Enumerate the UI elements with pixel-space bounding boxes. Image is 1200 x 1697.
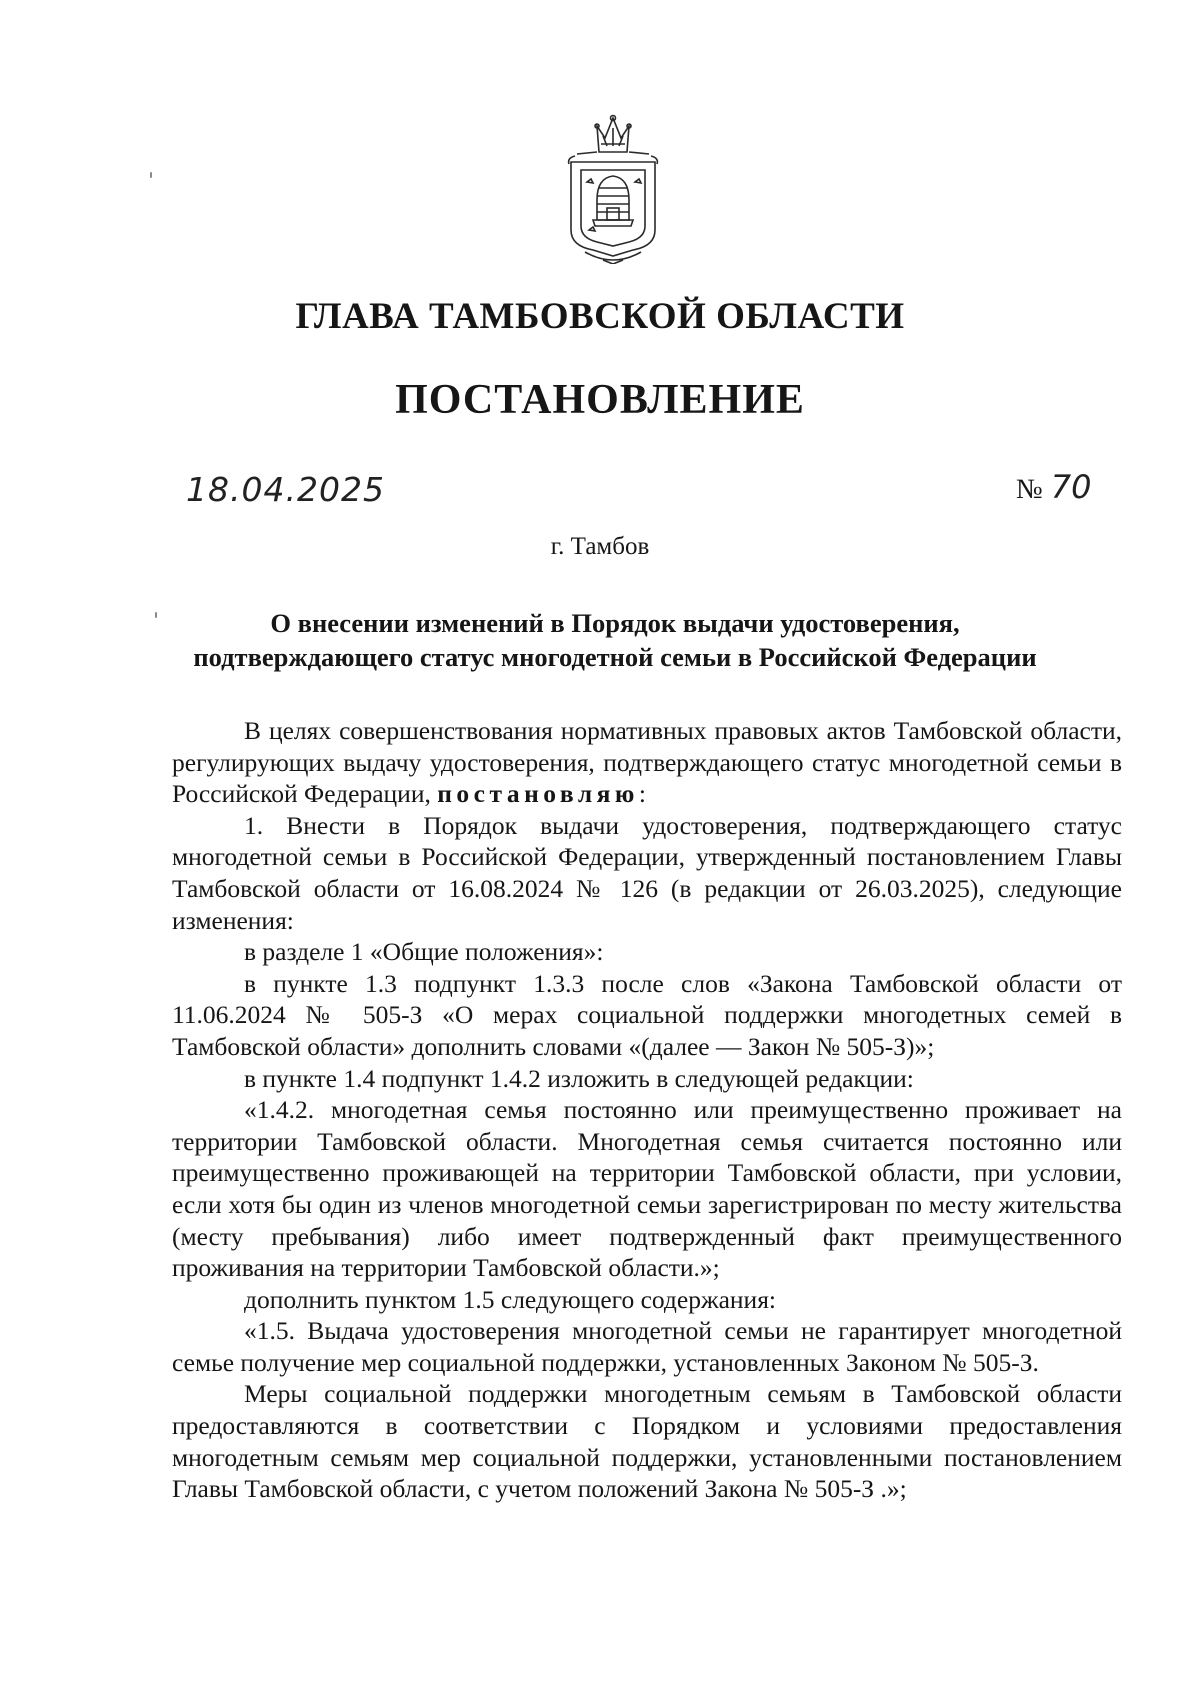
intro-text: В целях совершенствования нормативных правовых актов Тамбовской области, регулирующих выдачу удостоверения, подтверждающего статус многодетной семьи в Российской Федерации, bbox=[172, 716, 1122, 809]
document-subject bbox=[150, 606, 1080, 674]
handwritten-date: 18.04.2025 bbox=[186, 470, 385, 509]
paragraph-2: в разделе 1 «Общие положения»: bbox=[244, 937, 604, 967]
intro-end: : bbox=[638, 779, 647, 809]
paragraph-4: в пункте 1.4 подпункт 1.4.2 изложить в следующей редакции: bbox=[244, 1063, 914, 1093]
document-number bbox=[1016, 468, 1091, 506]
handwritten-number: 70 bbox=[1050, 468, 1092, 506]
paragraph-5: «1.4.2. многодетная семья постоянно или преимущественно проживает на территории Тамбовской области. Многодетная семья считается постоянно или преимущественно проживающей на территории Тамбовской области, при условии, если хотя бы один из членов многодетной семьи зарегистрирован по месту жительства (месту пребывания) либо имеет подтвержденный факт преимущественного проживания на территории Тамбовской области.»; bbox=[172, 1095, 1122, 1283]
paragraph-6: дополнить пунктом 1.5 следующего содержания: bbox=[244, 1284, 777, 1314]
number-label: № bbox=[1016, 474, 1043, 505]
paragraph-3: в пункте 1.3 подпункт 1.3.3 после слов «Закона Тамбовской области от 11.06.2024 № 505-З «О мерах социальной поддержки многодетных семей в Тамбовской области» дополнить словами «(далее — Закон № 505-З)»; bbox=[172, 968, 1122, 1061]
document-body bbox=[172, 715, 1122, 1505]
decree-word: постановляю bbox=[437, 779, 639, 809]
paragraph-1: 1. Внести в Порядок выдачи удостоверения, подтверждающего статус многодетной семьи в Российской Федерации, утвержденный постановлением Главы Тамбовской области от 16.08.2024 № 126 (в редакции от 26.03.2025), следующие изменения: bbox=[172, 810, 1122, 935]
city-line: г. Тамбов bbox=[550, 533, 650, 560]
issuing-authority-title: ГЛАВА ТАМБОВСКОЙ ОБЛАСТИ bbox=[295, 296, 905, 337]
intro-paragraph bbox=[172, 715, 1122, 810]
scan-speck bbox=[155, 612, 157, 618]
paragraph-7: «1.5. Выдача удостоверения многодетной семьи не гарантирует многодетной семье получение мер социальной поддержки, установленных Законом № 505-З. bbox=[172, 1316, 1122, 1377]
subject-line-2: подтверждающего статус многодетной семьи в Российской Федерации bbox=[193, 642, 1037, 672]
scan-speck bbox=[150, 172, 152, 178]
paragraph-8: Меры социальной поддержки многодетным семьям в Тамбовской области предоставляются в соответствии с Порядком и условиями предоставления многодетным семьям мер социальной поддержки, установленными постановлением Главы Тамбовской области, с учетом положений Закона № 505-З .»; bbox=[172, 1379, 1122, 1504]
coat-of-arms-emblem bbox=[563, 112, 663, 264]
subject-line-1: О внесении изменений в Порядок выдачи удостоверения, bbox=[270, 608, 960, 638]
document-type-title: ПОСТАНОВЛЕНИЕ bbox=[395, 377, 805, 423]
